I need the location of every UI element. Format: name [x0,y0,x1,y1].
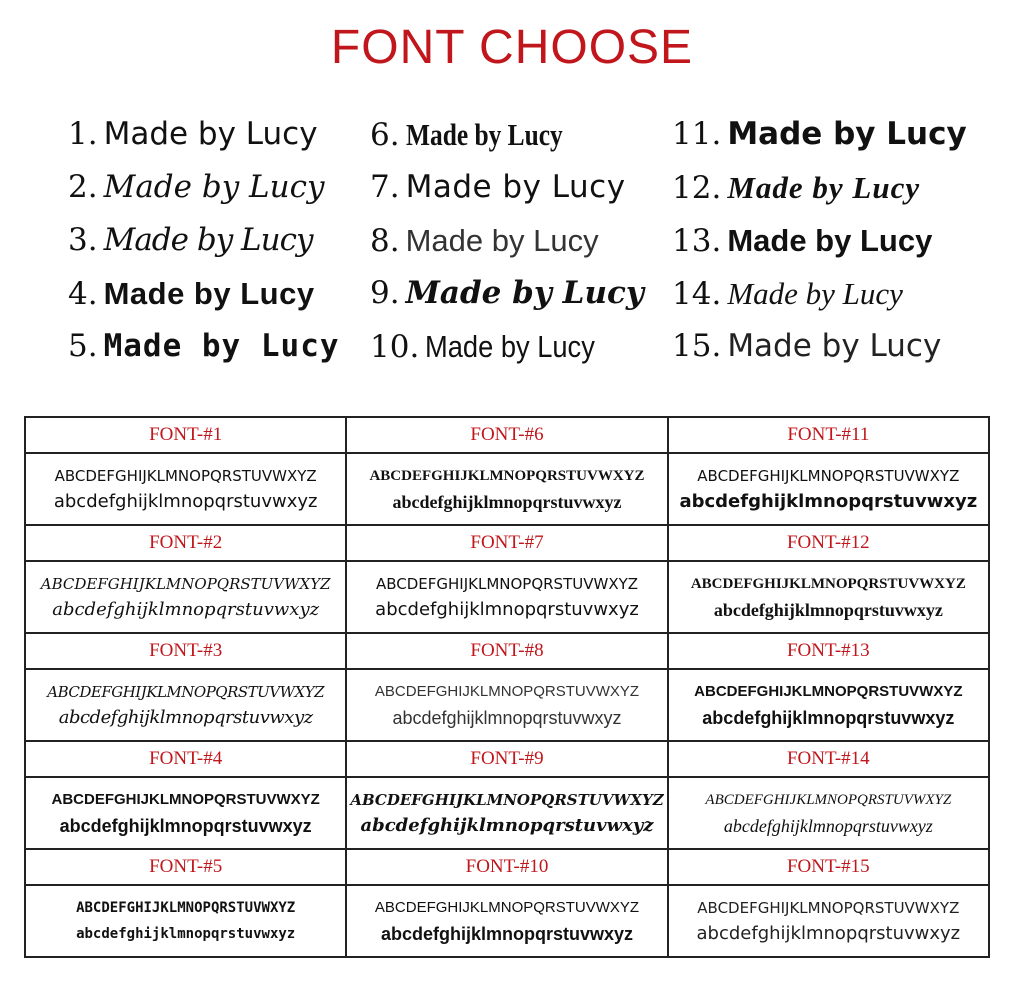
font-label: FONT-#12 [668,525,989,561]
font-sample-15 [672,320,1002,373]
font-sample-4 [68,267,398,320]
font-label: FONT-#6 [346,417,667,453]
page-title: FONT CHOOSE [330,21,694,74]
uppercase-alphabet: ABCDEFGHIJKLMNOPQRSTUVWXYZ [697,899,960,917]
font-label: FONT-#14 [668,741,989,777]
alphabet-cell [346,669,667,741]
uppercase-alphabet: ABCDEFGHIJKLMNOPQRSTUVWXYZ [51,791,320,808]
alphabet-cell [668,777,989,849]
lowercase-alphabet: abcdefghijklmnopqrstuvwxyz [723,816,933,836]
sample-number: 5. [68,328,98,364]
lowercase-alphabet: abcdefghijklmnopqrstuvwxyz [380,924,634,944]
sample-number: 9. [370,275,400,311]
sample-text: Made by Lucy [727,116,967,152]
alphabet-row [25,669,989,741]
sample-column-2 [370,108,700,373]
font-label: FONT-#11 [668,417,989,453]
font-label: FONT-#10 [346,849,667,885]
font-sample-8 [370,214,700,267]
uppercase-alphabet: ABCDEFGHIJKLMNOPQRSTUVWXYZ [47,683,325,701]
sample-number: 15. [672,328,722,364]
alphabet-cell [25,885,346,957]
sample-text: Made by Lucy [727,170,921,205]
uppercase-alphabet: ABCDEFGHIJKLMNOPQRSTUVWXYZ [76,900,296,916]
sample-number: 12. [672,170,722,206]
sample-text: Made by Lucy [103,169,325,205]
lowercase-alphabet: abcdefghijklmnopqrstuvwxyz [76,926,296,942]
uppercase-alphabet: ABCDEFGHIJKLMNOPQRSTUVWXYZ [690,576,966,592]
lowercase-alphabet: abcdefghijklmnopqrstuvwxyz [679,491,978,512]
font-label: FONT-#13 [668,633,989,669]
lowercase-alphabet: abcdefghijklmnopqrstuvwxyz [58,707,313,728]
label-row [25,525,989,561]
alphabet-cell [346,561,667,633]
sample-column-1 [68,108,398,373]
sample-number: 8. [370,223,400,259]
label-row [25,849,989,885]
font-sample-1 [68,108,398,161]
font-sample-5 [68,320,398,373]
alphabet-cell [25,561,346,633]
sample-number: 4. [68,276,98,312]
lowercase-alphabet: abcdefghijklmnopqrstuvwxyz [52,599,320,620]
alphabet-row [25,561,989,633]
lowercase-alphabet: abcdefghijklmnopqrstuvwxyz [392,492,622,512]
font-sample-13 [672,214,1002,267]
sample-number: 2. [68,169,98,205]
font-label: FONT-#9 [346,741,667,777]
alphabet-cell [346,885,667,957]
uppercase-alphabet: ABCDEFGHIJKLMNOPQRSTUVWXYZ [54,467,317,485]
alphabet-cell [668,453,989,525]
font-label: FONT-#2 [25,525,346,561]
sample-text: Made by Lucy [405,223,599,258]
sample-number: 14. [672,276,722,312]
font-label: FONT-#4 [25,741,346,777]
font-sample-3 [68,214,398,267]
sample-number: 6. [370,117,400,153]
sample-text: Made by Lucy [103,222,313,258]
alphabet-cell [25,777,346,849]
lowercase-alphabet: abcdefghijklmnopqrstuvwxyz [375,599,639,620]
uppercase-alphabet: ABCDEFGHIJKLMNOPQRSTUVWXYZ [375,575,639,593]
font-sample-6 [370,108,700,161]
lowercase-alphabet: abcdefghijklmnopqrstuvwxyz [696,923,961,944]
alphabet-cell [668,561,989,633]
sample-text: Made by Lucy [727,276,903,311]
sample-number: 3. [68,222,98,258]
alphabet-cell [346,453,667,525]
alphabet-row [25,453,989,525]
font-sample-11 [672,108,1002,161]
alphabet-row [25,885,989,957]
sample-text: Made by Lucy [103,276,315,311]
alphabet-cell [25,453,346,525]
sample-number: 7. [370,169,400,205]
uppercase-alphabet: ABCDEFGHIJKLMNOPQRSTUVWXYZ [694,683,963,700]
font-alphabet-table [24,416,990,958]
lowercase-alphabet: abcdefghijklmnopqrstuvwxyz [702,708,955,728]
uppercase-alphabet: ABCDEFGHIJKLMNOPQRSTUVWXYZ [374,899,640,916]
font-label: FONT-#1 [25,417,346,453]
sample-number: 11. [672,116,722,152]
sample-number: 1. [68,116,98,152]
lowercase-alphabet: abcdefghijklmnopqrstuvwxyz [59,816,312,836]
sample-text: Made by Lucy [103,328,340,364]
sample-text: Made by Lucy [405,117,563,152]
label-row [25,417,989,453]
sample-text: Made by Lucy [727,328,942,364]
sample-text: Made by Lucy [425,329,596,364]
lowercase-alphabet: abcdefghijklmnopqrstuvwxyz [713,600,943,620]
font-label: FONT-#7 [346,525,667,561]
lowercase-alphabet: abcdefghijklmnopqrstuvwxyz [53,491,318,512]
alphabet-cell [25,669,346,741]
lowercase-alphabet: abcdefghijklmnopqrstuvwxyz [360,815,654,836]
uppercase-alphabet: ABCDEFGHIJKLMNOPQRSTUVWXYZ [374,683,640,700]
alphabet-cell [346,777,667,849]
font-sample-2 [68,161,398,214]
uppercase-alphabet: ABCDEFGHIJKLMNOPQRSTUVWXYZ [350,791,664,809]
uppercase-alphabet: ABCDEFGHIJKLMNOPQRSTUVWXYZ [697,467,960,485]
sample-text: Made by Lucy [103,116,318,152]
alphabet-row [25,777,989,849]
sample-text: Made by Lucy [405,275,644,311]
alphabet-cell [668,885,989,957]
font-sample-7 [370,161,700,214]
sample-number: 13. [672,223,722,259]
font-sample-12 [672,161,1002,214]
font-sample-10 [370,320,700,373]
font-label: FONT-#3 [25,633,346,669]
uppercase-alphabet: ABCDEFGHIJKLMNOPQRSTUVWXYZ [40,575,331,593]
label-row [25,633,989,669]
sample-text: Made by Lucy [727,223,933,258]
label-row [25,741,989,777]
sample-column-3 [672,108,1002,373]
font-label: FONT-#5 [25,849,346,885]
lowercase-alphabet: abcdefghijklmnopqrstuvwxyz [392,708,622,728]
font-sample-9 [370,267,700,320]
sample-text: Made by Lucy [405,169,626,205]
sample-number: 10. [370,329,420,365]
uppercase-alphabet: ABCDEFGHIJKLMNOPQRSTUVWXYZ [369,468,645,484]
alphabet-cell [668,669,989,741]
font-sample-14 [672,267,1002,320]
font-label: FONT-#15 [668,849,989,885]
font-label: FONT-#8 [346,633,667,669]
uppercase-alphabet: ABCDEFGHIJKLMNOPQRSTUVWXYZ [705,792,952,808]
